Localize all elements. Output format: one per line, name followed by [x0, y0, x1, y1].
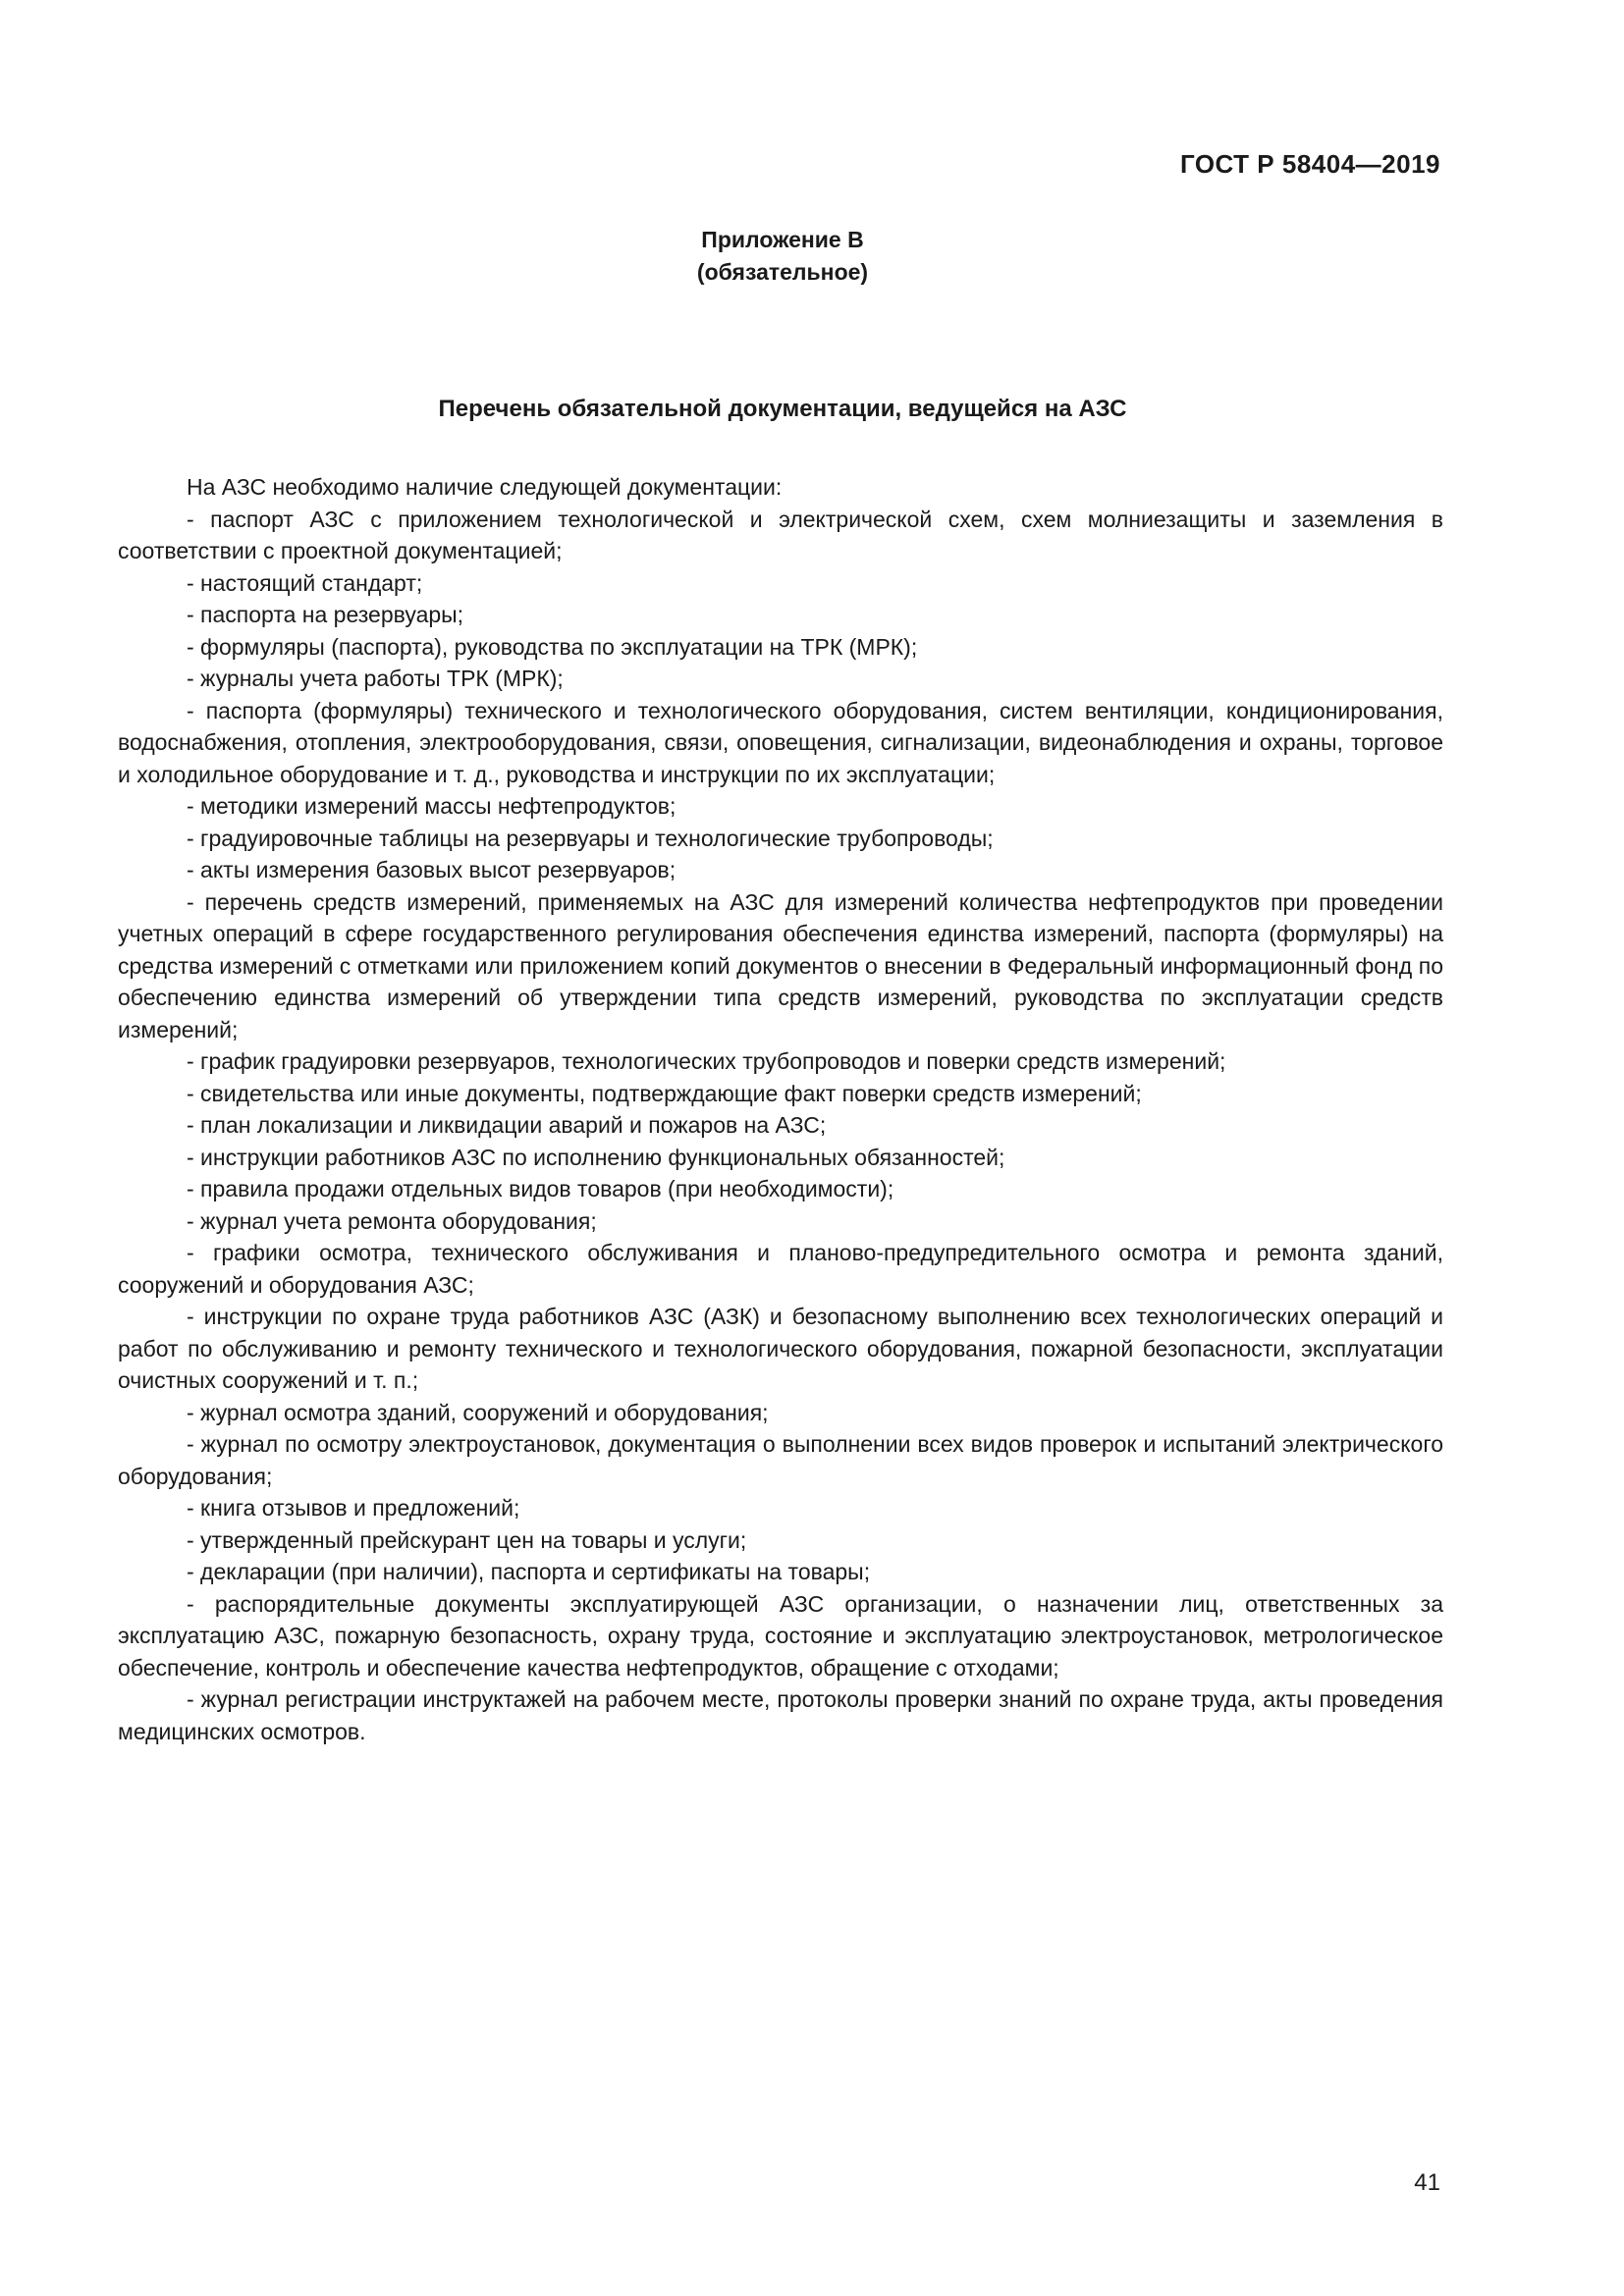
- list-item: - журнал по осмотру электроустановок, документация о выполнении всех видов проверок и испытаний электрического оборудования;: [118, 1431, 1443, 1489]
- list-item: - паспорта (формуляры) технического и технологического оборудования, систем вентиляции, кондиционирования, водоснабжения, отопления, электрооборудования, связи, оповещения, сигнализации, видеонаблюдения и охраны, торговое и холодильное оборудование и т. д., руководства и инструкции по их эксплуатации;: [118, 697, 1443, 787]
- appendix-heading: [0, 224, 1565, 289]
- list-item: - методики измерений массы нефтепродуктов;: [187, 793, 677, 819]
- list-item: - декларации (при наличии), паспорта и сертификаты на товары;: [187, 1559, 871, 1584]
- list-item: - свидетельства или иные документы, подтверждающие факт поверки средств измерений;: [187, 1080, 1142, 1106]
- list-item: - градуировочные таблицы на резервуары и технологические трубопроводы;: [187, 825, 994, 851]
- list-item: - журнал осмотра зданий, сооружений и оборудования;: [187, 1399, 769, 1425]
- list-item: - план локализации и ликвидации аварий и пожаров на АЗС;: [187, 1112, 827, 1138]
- document-title: Перечень обязательной документации, ведущейся на АЗС: [438, 396, 1127, 422]
- list-item: - настоящий стандарт;: [187, 569, 423, 596]
- list-item: - книга отзывов и предложений;: [187, 1495, 520, 1521]
- list-item: - распорядительные документы эксплуатирующей АЗС организации, о назначении лиц, ответственных за эксплуатацию АЗС, пожарную безопасность, охрану труда, состояние и эксплуатацию электроустановок, метрологическое обеспечение, контроль и обеспечение качества нефтепродуктов, обращение с отходами;: [118, 1590, 1443, 1681]
- list-item: - паспорт АЗС с приложением технологической и электрической схем, схем молниезащиты и заземления в соответствии с проектной документацией;: [118, 506, 1443, 563]
- appendix-status: (обязательное): [696, 259, 869, 285]
- list-item: - графики осмотра, технического обслуживания и планово-предупредительного осмотра и ремонта зданий, сооружений и оборудования АЗС;: [118, 1240, 1443, 1298]
- document-body: [118, 471, 1443, 1747]
- list-item: - инструкции по охране труда работников АЗС (АЗК) и безопасному выполнению всех технологических операций и работ по обслуживанию и ремонту технического и технологического оборудования, пожарной безопасности, эксплуатации очистных сооружений и т. п.;: [118, 1304, 1443, 1393]
- appendix-title: Приложение В: [701, 227, 864, 252]
- list-item: - график градуировки резервуаров, технологических трубопроводов и поверки средств измерений;: [187, 1048, 1226, 1074]
- list-item: - утвержденный прейскурант цен на товары и услуги;: [187, 1526, 747, 1553]
- list-item: - журнал учета ремонта оборудования;: [187, 1207, 597, 1234]
- documentation-list: [118, 504, 1443, 1748]
- list-item: - правила продажи отдельных видов товаров (при необходимости);: [187, 1176, 894, 1201]
- list-item: - акты измерения базовых высот резервуаров;: [187, 857, 677, 882]
- list-item: - журналы учета работы ТРК (МРК);: [187, 666, 564, 691]
- list-item: - формуляры (паспорта), руководства по эксплуатации на ТРК (МРК);: [187, 633, 918, 660]
- list-item: - инструкции работников АЗС по исполнению функциональных обязанностей;: [187, 1144, 1005, 1170]
- list-item: - перечень средств измерений, применяемых на АЗС для измерений количества нефтепродуктов при проведении учетных операций в сфере государственного регулирования обеспечения единства измерений, паспорта (формуляры) на средства измерений с отметками или приложением копий документов о внесении в Федеральный информационный фонд по обеспечению единства измерений об утверждении типа средств измерений, руководства по эксплуатации средств измерений;: [118, 888, 1443, 1042]
- list-item: - журнал регистрации инструктажей на рабочем месте, протоколы проверки знаний по охране труда, акты проведения медицинских осмотров.: [118, 1686, 1443, 1744]
- list-item: - паспорта на резервуары;: [187, 602, 464, 627]
- page-number: 41: [1414, 2169, 1440, 2196]
- standard-id: ГОСТ Р 58404—2019: [1179, 149, 1440, 179]
- intro-paragraph: На АЗС необходимо наличие следующей документации:: [187, 474, 783, 500]
